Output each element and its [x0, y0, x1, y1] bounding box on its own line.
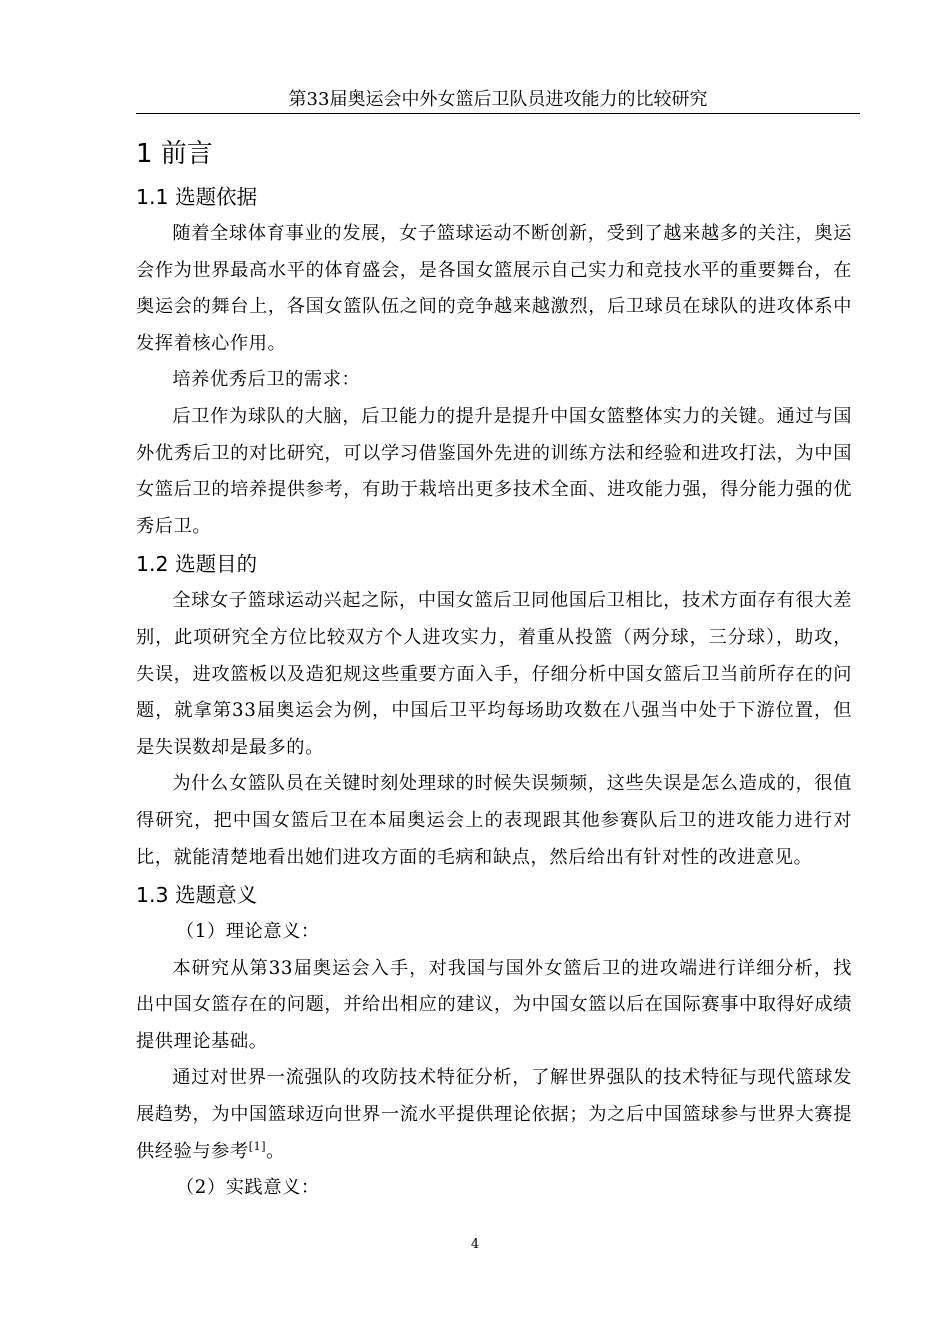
section-heading-1-3: 1.3 选题意义 [136, 883, 258, 908]
citation-reference: [1] [248, 1139, 267, 1153]
paragraph-with-citation [136, 1060, 852, 1170]
section-heading-1-1: 1.1 选题依据 [136, 185, 258, 209]
subsection-label-practical: （2）实践意义： [176, 1177, 320, 1199]
paragraph: 培养优秀后卫的需求： [172, 369, 361, 391]
section-heading-1: 1 前言 [136, 139, 213, 169]
page-number: 4 [470, 1237, 480, 1252]
header-rule [136, 113, 860, 114]
paragraph-end: 。 [266, 1140, 285, 1162]
subsection-label-theoretical: （1）理论意义： [176, 921, 320, 943]
paragraph: 为什么女篮队员在关键时刻处理球的时候失误频频，这些失误是怎么造成的，很值得研究，把中国女篮后卫在本届奥运会上的表现跟其他参赛队后卫的进攻能力进行对比，就能清楚地看出她们进攻方面的毛病和缺点，然后给出有针对性的改进意见。 [136, 773, 852, 868]
paragraph: 本研究从第33届奥运会入手，对我国与国外女篮后卫的进攻端进行详细分析，找出中国女篮存在的问题，并给出相应的建议，为中国女篮以后在国际赛事中取得好成绩提供理论基础。 [136, 957, 852, 1052]
paragraph: 随着全球体育事业的发展，女子篮球运动不断创新，受到了越来越多的关注，奥运会作为世界最高水平的体育盛会，是各国女篮展示自己实力和竞技水平的重要舞台，在奥运会的舞台上，各国女篮队伍之间的竞争越来越激烈，后卫球员在球队的进攻体系中发挥着核心作用。 [136, 223, 852, 354]
paragraph: 后卫作为球队的大脑，后卫能力的提升是提升中国女篮整体实力的关键。通过与国外优秀后卫的对比研究，可以学习借鉴国外先进的训练方法和经验和进攻打法，为中国女篮后卫的培养提供参考，有助于栽培出更多技术全面、进攻能力强，得分能力强的优秀后卫。 [136, 405, 852, 537]
section-heading-1-2: 1.2 选题目的 [136, 552, 258, 577]
page-content [136, 130, 852, 1207]
paragraph-text: 通过对世界一流强队的攻防技术特征分析，了解世界强队的技术特征与现代篮球发展趋势，为中国篮球迈向世界一流水平提供理论依据；为之后中国篮球参与世界大赛提供经验与参考 [136, 1067, 852, 1162]
running-header: 第33届奥运会中外女篮后卫队员进攻能力的比较研究 [288, 89, 708, 110]
paragraph: 全球女子篮球运动兴起之际，中国女篮后卫同他国后卫相比，技术方面存有很大差别，此项研究全方位比较双方个人进攻实力，着重从投篮（两分球，三分球），助攻，失误，进攻篮板以及造犯规这些重要方面入手，仔细分析中国女篮后卫当前所存在的问题，就拿第33届奥运会为例，中国后卫平均每场助攻数在八强当中处于下游位置，但是失误数却是最多的。 [136, 590, 852, 758]
